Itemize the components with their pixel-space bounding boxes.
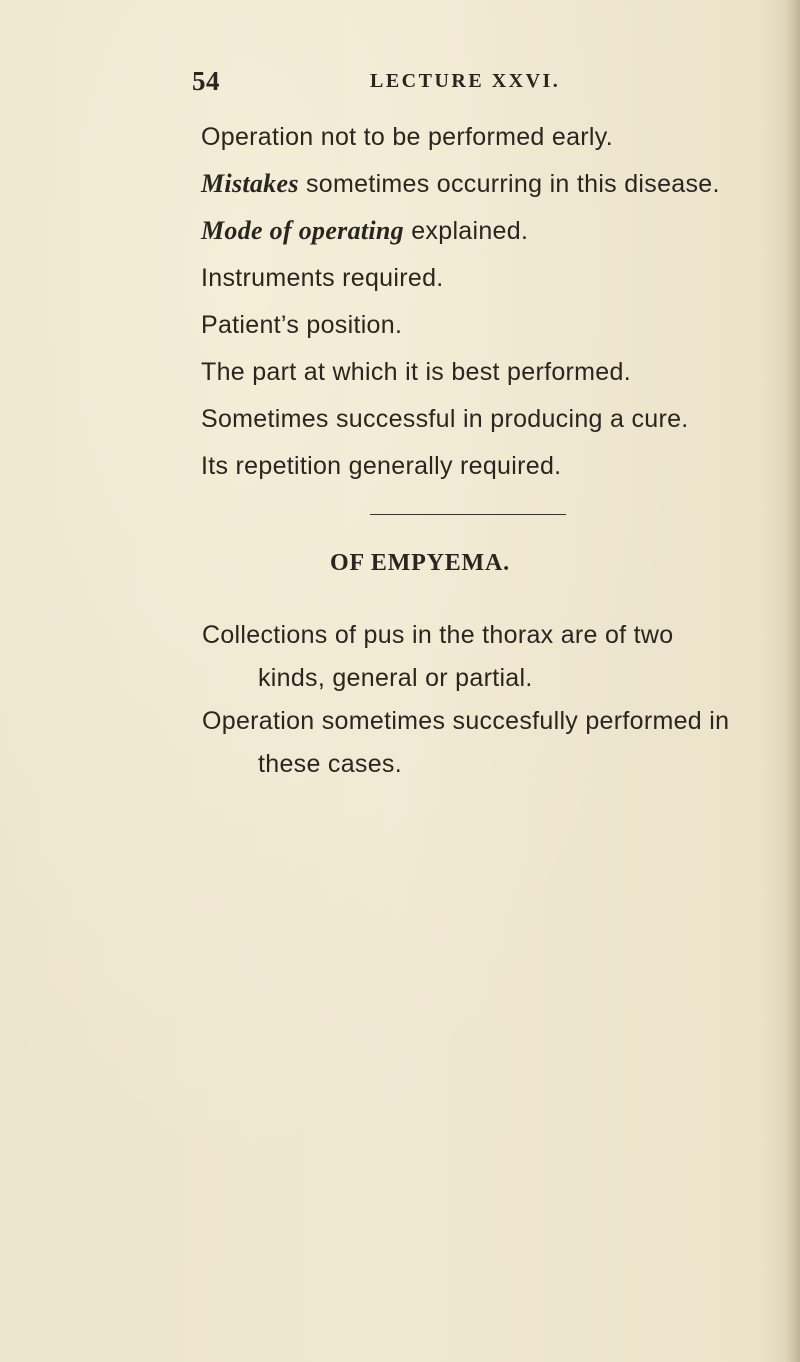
- summary-item: The part at which it is best performed.: [201, 358, 631, 386]
- lecture-summary-list: [201, 113, 791, 489]
- section-paragraph: [202, 700, 782, 786]
- page-number: 54: [192, 66, 220, 96]
- paragraph-line: kinds, general or partial.: [258, 664, 533, 692]
- summary-item: Its repetition generally required.: [201, 452, 562, 480]
- section-divider-rule: [370, 514, 566, 515]
- summary-item: Sometimes successful in producing a cure.: [201, 405, 689, 433]
- section-paragraph: [202, 614, 782, 700]
- summary-item: Mode of operating explained.: [201, 216, 529, 245]
- summary-item: Operation not to be performed early.: [201, 123, 613, 151]
- running-head: LECTURE XXVI.: [370, 70, 561, 92]
- summary-item: Mistakes sometimes occurring in this disease.: [201, 169, 720, 198]
- section-title: OF EMPYEMA.: [330, 550, 510, 576]
- summary-item: Instruments required.: [201, 264, 444, 292]
- paragraph-line: Operation sometimes succesfully performed in: [202, 707, 730, 735]
- paragraph-line: these cases.: [258, 750, 402, 778]
- paragraph-line: Collections of pus in the thorax are of two: [202, 621, 674, 649]
- summary-item: Patient’s position.: [201, 311, 403, 339]
- page-header: [192, 66, 612, 106]
